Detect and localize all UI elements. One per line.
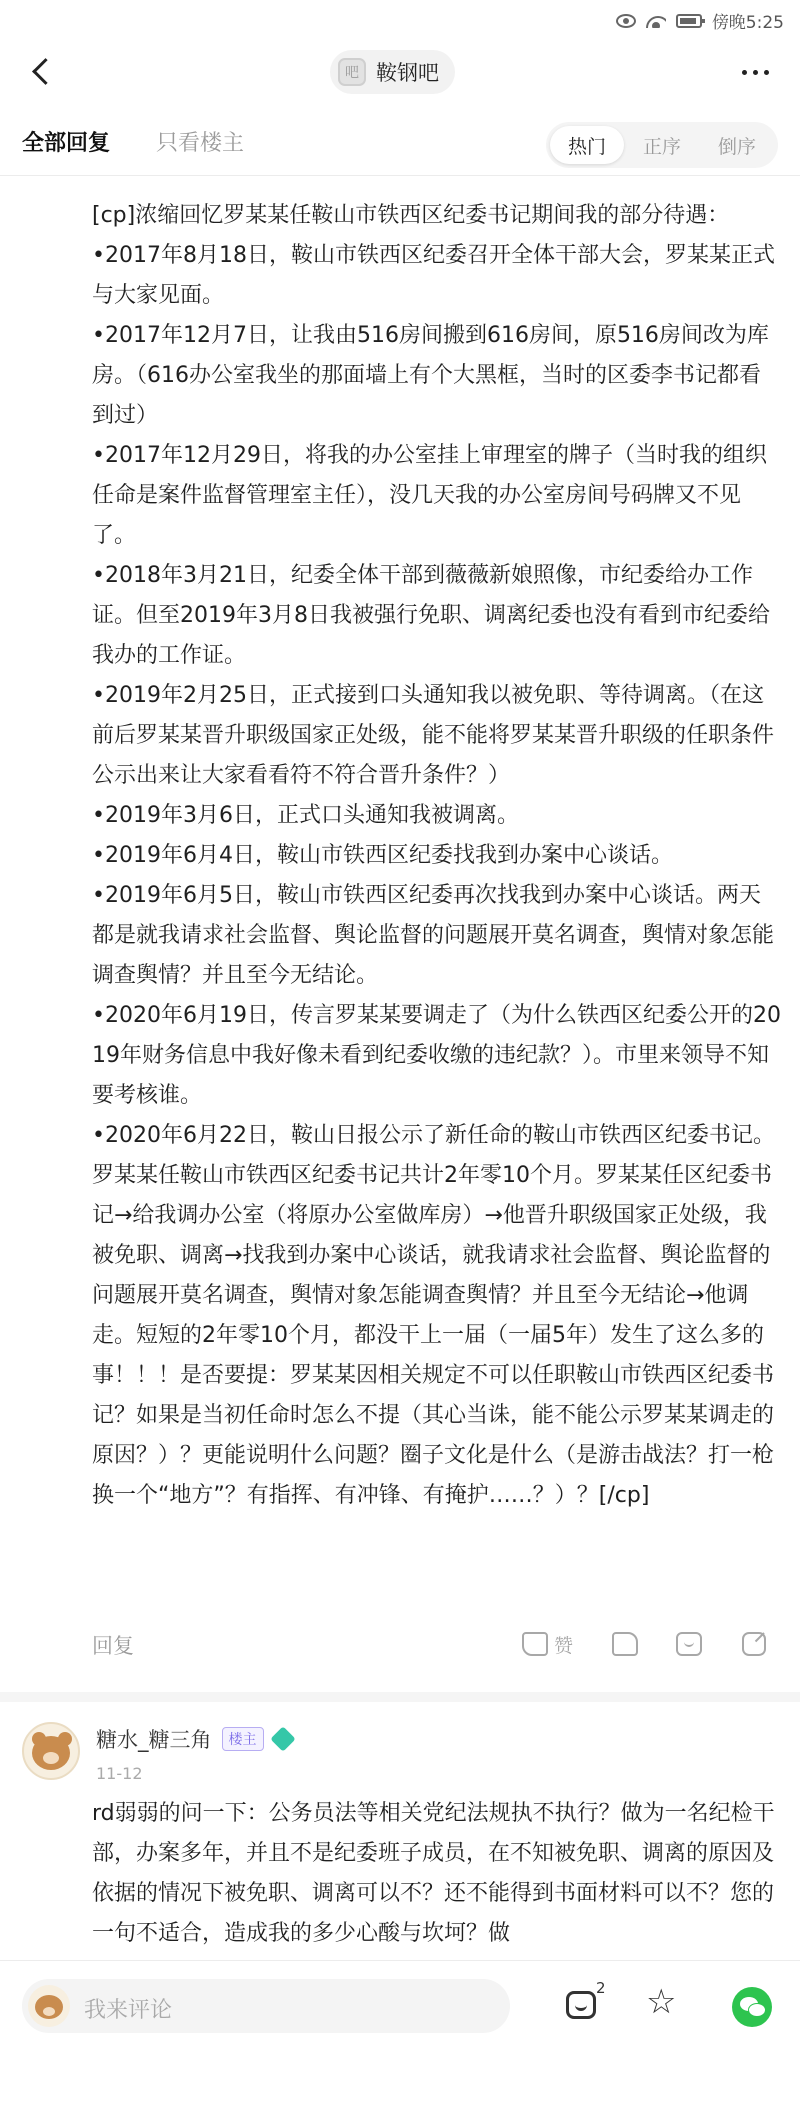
like-label: 赞	[554, 1634, 574, 1657]
wifi-icon	[646, 14, 666, 28]
tab-all-replies[interactable]: 全部回复	[22, 131, 111, 156]
post-paragraph: •2017年12月29日，将我的办公室挂上审理室的牌子（当时我的组织任命是案件监督管理室主任），没几天我的办公室房间号码牌又不见了。	[92, 443, 767, 548]
op-badge: 楼主	[222, 1727, 264, 1751]
post-paragraph: •2017年12月7日，让我由516房间搬到616房间，原516房间改为库房。（616办公室我坐的那面墙上有个大黑框，当时的区委李书记都看到过）	[92, 323, 769, 428]
favorite-star-icon[interactable]: ☆	[646, 1982, 677, 2022]
comment-icon	[676, 1632, 702, 1656]
section-divider	[0, 1692, 800, 1702]
battery-icon	[676, 14, 702, 28]
thumbs-down-icon	[612, 1632, 638, 1656]
sort-hot[interactable]: 热门	[550, 126, 624, 164]
comments-icon[interactable]	[566, 1991, 596, 2019]
reply-text: rd弱弱的问一下：公务员法等相关党纪法规执不执行？做为一名纪检干部，办案多年，并且不是纪委班子成员，在不知被免职、调离的原因及依据的情况下被免职、调离可以不？还不能得到书面材料可以不？您的一句不适合，造成我的多少心酸与坎坷？做	[92, 1801, 775, 1946]
forum-logo-icon: 吧	[338, 58, 366, 86]
status-time: 傍晚5:25	[711, 13, 784, 33]
post-paragraph: •2019年2月25日，正式接到口头通知我以被免职、等待调离。（在这前后罗某某晋升职级国家正处级，能不能将罗某某晋升职级的任职条件公示出来让大家看看符不符合晋升条件？）	[92, 683, 775, 788]
dislike-button[interactable]	[612, 1628, 638, 1660]
share-button[interactable]	[742, 1628, 766, 1660]
my-avatar	[28, 1985, 70, 2027]
share-icon	[742, 1632, 766, 1656]
nav-header	[0, 40, 800, 104]
bottom-action-bar	[0, 1960, 800, 2102]
post-paragraph: •2019年6月5日，鞍山市铁西区纪委再次找我到办案中心谈话。两天都是就我请求社会监督、舆论监督的问题展开莫名调查，舆情对象怎能调查舆情？并且至今无结论。	[92, 883, 775, 988]
back-arrow-icon[interactable]	[26, 54, 62, 90]
sort-descending[interactable]: 倒序	[717, 135, 756, 158]
reply-username[interactable]: 糖水_糖三角	[96, 1728, 212, 1752]
post-paragraph: •2020年6月22日，鞍山日报公示了新任命的鞍山市铁西区纪委书记。	[92, 1123, 775, 1148]
eye-comfort-icon	[616, 14, 636, 28]
reply-date: 11-12	[96, 1764, 143, 1783]
comment-count: 2	[596, 1979, 606, 1997]
post-paragraph: •2019年3月6日，正式口头通知我被调离。	[92, 803, 519, 828]
tab-op-only[interactable]: 只看楼主	[156, 131, 245, 156]
comment-placeholder: 我来评论	[84, 1998, 173, 2023]
sort-toggle	[546, 122, 778, 168]
diamond-level-icon	[270, 1726, 295, 1751]
post-paragraph: •2017年8月18日，鞍山市铁西区纪委召开全体干部大会，罗某某正式与大家见面。	[92, 243, 775, 308]
thumbs-up-icon	[522, 1632, 548, 1656]
comment-button[interactable]	[676, 1628, 702, 1660]
reply-user-line	[96, 1724, 292, 1754]
forum-pill[interactable]	[330, 50, 455, 94]
avatar[interactable]	[22, 1722, 80, 1780]
post-content	[92, 196, 782, 1516]
post-paragraph: •2019年6月4日，鞍山市铁西区纪委找我到办案中心谈话。	[92, 843, 673, 868]
sort-ascending[interactable]: 正序	[642, 135, 681, 158]
post-paragraph: [cp]浓缩回忆罗某某任鞍山市铁西区纪委书记期间我的部分待遇：	[92, 203, 730, 228]
reply-filter-tabs	[0, 116, 800, 176]
like-button[interactable]	[522, 1628, 573, 1660]
comment-input[interactable]	[22, 1979, 510, 2033]
status-bar	[0, 0, 800, 40]
post-paragraph: •2018年3月21日，纪委全体干部到薇薇新娘照像，市纪委给办工作证。但至2019年3月8日我被强行免职、调离纪委也没有看到市纪委给我办的工作证。	[92, 563, 770, 668]
post-paragraph: 罗某某任鞍山市铁西区纪委书记共计2年零10个月。罗某某任区纪委书记→给我调办公室（将原办公室做库房）→他晋升职级国家正处级，我被免职、调离→找我到办案中心谈话，就我请求社会监督、舆论监督的问题展开莫名调查，舆情对象怎能调查舆情？并且至今无结论→他调走。短短的2年零10个月，都没干上一届（一届5年）发生了这么多的事！！！是否要提：罗某某因相关规定不可以任职鞍山市铁西区纪委书记？如果是当初任命时怎么不提（其心当诛，能不能公示罗某某调走的原因？）？更能说明什么问题？圈子文化是什么（是游击战法？打一枪换一个“地方”？有指挥、有冲锋、有掩护……？）？[/cp]	[92, 1163, 775, 1508]
wechat-share-icon[interactable]	[732, 1987, 772, 2027]
reply-button[interactable]: 回复	[92, 1634, 134, 1658]
post-paragraph: •2020年6月19日，传言罗某某要调走了（为什么铁西区纪委公开的2019年财务信息中我好像未看到纪委收缴的违纪款？）。市里来领导不知要考核谁。	[92, 1003, 781, 1108]
forum-name: 鞍钢吧	[376, 61, 439, 85]
more-options-icon[interactable]	[742, 62, 772, 82]
post-action-bar	[92, 1626, 782, 1666]
